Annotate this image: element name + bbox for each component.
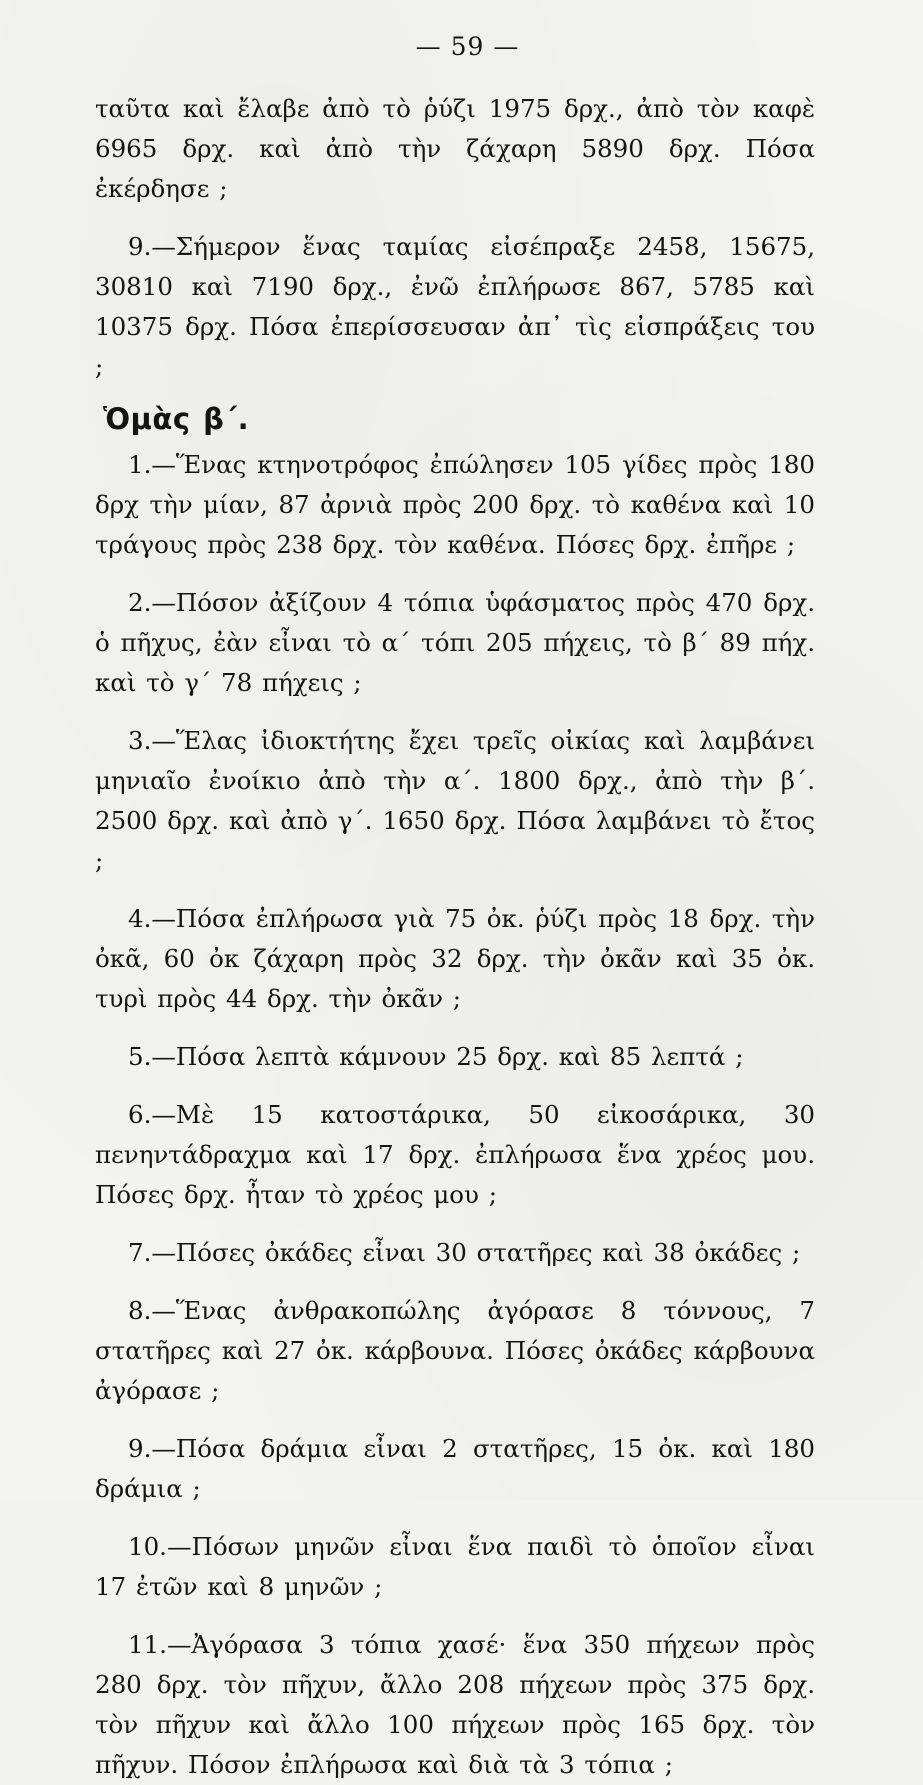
problem-3: 3.—Ἕλας ἰδιοκτήτης ἔχει τρεῖς οἰκίας καὶ λαμβάνει μηνιαῖο ἐνοίκιο ἀπὸ τὴν α΄. 1800 δρχ., ἀπὸ τὴν β΄. 2500 δρχ. καὶ ἀπὸ γ΄. 1650 δρχ. Πόσα λαμβάνει τὸ ἔτος ;: [95, 726, 815, 875]
problem-6: 6.—Μὲ 15 κατοστάρικα, 50 εἰκοσάρικα, 30 πενηντάδραχμα καὶ 17 δρχ. ἐπλήρωσα ἕνα χρέος μου. Πόσες δρχ. ἦταν τὸ χρέος μου ;: [95, 1100, 815, 1209]
group-heading: Ὁμὰς β΄.: [103, 402, 250, 436]
problem-7: 7.—Πόσες ὀκάδες εἶναι 30 στατῆρες καὶ 38 ὀκάδες ;: [128, 1238, 801, 1267]
problem-5: 5.—Πόσα λεπτὰ κάμνουν 25 δρχ. καὶ 85 λεπτά ;: [128, 1042, 744, 1071]
problem-9-group-a: 9.—Σήμερον ἕνας ταμίας εἰσέπραξε 2458, 15675, 30810 καὶ 7190 δρχ., ἐνῶ ἐπλήρωσε 867, 5785 καὶ 10375 δρχ. Πόσα ἐπερίσσευσαν ἀπ᾿ τὶς εἰσπράξεις του ;: [95, 232, 815, 381]
page-body: [95, 89, 815, 1785]
problem-2: 2.—Πόσον ἀξίζουν 4 τόπια ὑφάσματος πρὸς 470 δρχ. ὁ πῆχυς, ἐὰν εἶναι τὸ α΄ τόπι 205 πήχεις, τὸ β΄ 89 πήχ. καὶ τὸ γ΄ 78 πήχεις ;: [95, 588, 815, 697]
problem-4: 4.—Πόσα ἐπλήρωσα γιὰ 75 ὀκ. ῥύζι πρὸς 18 δρχ. τὴν ὀκᾶ, 60 ὀκ ζάχαρη πρὸς 32 δρχ. τὴν ὀκᾶν καὶ 35 ὀκ. τυρὶ πρὸς 44 δρχ. τὴν ὀκᾶν ;: [95, 904, 815, 1013]
problem-8: 8.—Ἕνας ἀνθρακοπώλης ἀγόρασε 8 τόννους, 7 στατῆρες καὶ 27 ὀκ. κάρβουνα. Πόσες ὀκάδες κάρβουνα ἀγόρασε ;: [95, 1296, 815, 1405]
problem-9: 9.—Πόσα δράμια εἶναι 2 στατῆρες, 15 ὀκ. καὶ 180 δράμια ;: [95, 1434, 815, 1503]
problem-10: 10.—Πόσων μηνῶν εἶναι ἕνα παιδὶ τὸ ὁποῖον εἶναι 17 ἐτῶν καὶ 8 μηνῶν ;: [95, 1532, 815, 1601]
intro-continuation: ταῦτα καὶ ἔλαβε ἀπὸ τὸ ῥύζι 1975 δρχ., ἀπὸ τὸν καφὲ 6965 δρχ. καὶ ἀπὸ τὴν ζάχαρη 5890 δρχ. Πόσα ἐκέρδησε ;: [95, 94, 815, 203]
problem-11: 11.—Ἀγόρασα 3 τόπια χασέ· ἕνα 350 πήχεων πρὸς 280 δρχ. τὸν πῆχυν, ἄλλο 208 πήχεων πρὸς 375 δρχ. τὸν πῆχυν καὶ ἄλλο 100 πήχεων πρὸς 165 δρχ. τὸν πῆχυν. Πόσον ἐπλήρωσα καὶ διὰ τὰ 3 τόπια ;: [95, 1630, 815, 1779]
problem-1: 1.—Ἕνας κτηνοτρόφος ἐπώλησεν 105 γίδες πρὸς 180 δρχ τὴν μίαν, 87 ἀρνιὰ πρὸς 200 δρχ. τὸ καθένα καὶ 10 τράγους πρὸς 238 δρχ. τὸν καθένα. Πόσες δρχ. ἐπῆρε ;: [95, 450, 815, 559]
page-number: — 59 —: [415, 32, 520, 61]
